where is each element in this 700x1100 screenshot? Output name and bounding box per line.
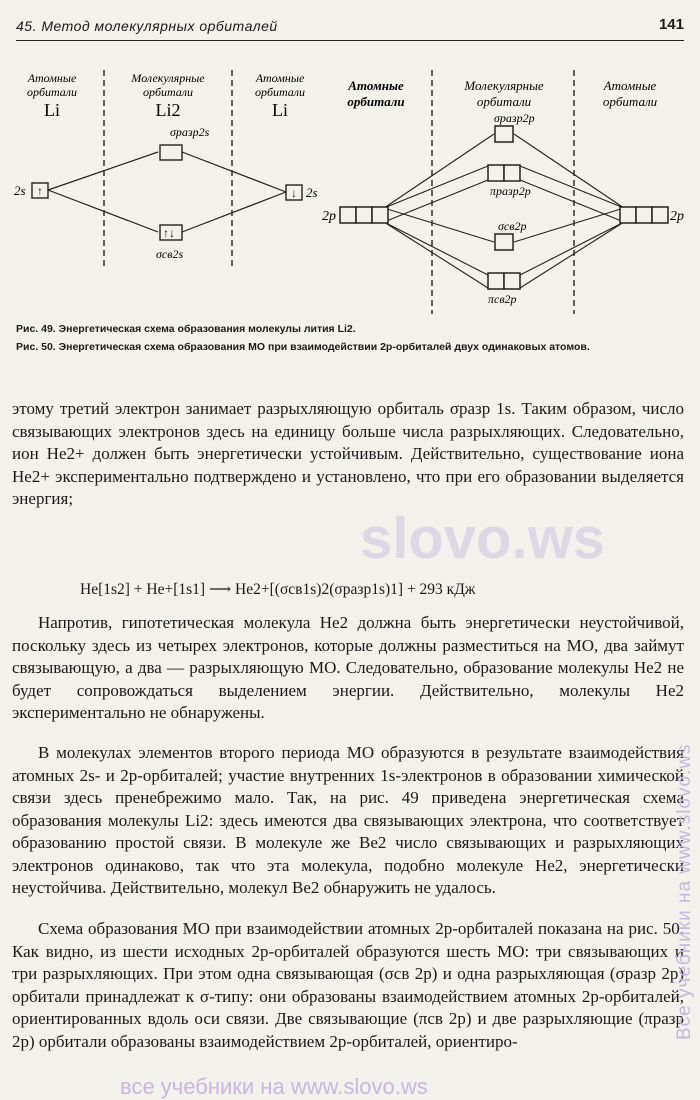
fig49-col2-li2: Li2 — [155, 100, 181, 120]
paragraph-3-text: В молекулах элементов второго периода МО образуются в результате взаимодействия атомных 2s- и 2p-орбиталей; участие внутренних 1s-электронов в образовании химической связи здесь пренебрежимо мало. Так, на рис. 49 приведена энергетическая схема образования молекулы Li2: здесь имеются два связывающих электрона, что соответствует образованию простой связи. В молекуле же Be2 число связывающих и разрыхляющих электронов одинаково, так что эта молекула, подобно молекуле He2, энергетически неустойчива. Действительно, молекул Be2 обнаружить не удалось. — [12, 743, 684, 897]
watermark-side: Все учебники на www.slovo.ws — [674, 743, 695, 1040]
fig50-ao-right-box-1 — [620, 207, 636, 223]
fig50-col2-line2: орбитали — [476, 94, 532, 109]
fig50-ao-left-box-1 — [340, 207, 356, 223]
fig49-electron-right: ↓ — [291, 186, 297, 200]
fig49-mo-antibonding-box — [160, 145, 182, 160]
fig50-col2-line1: Молекулярные — [464, 78, 544, 93]
fig50-ao-right-box-2 — [636, 207, 652, 223]
fig49-ao-right-label: 2s — [306, 185, 318, 200]
fig49-mo-top-label: σразр2s — [170, 125, 210, 139]
figure-49-li2-diagram — [10, 62, 332, 272]
fig49-ao-left-label: 2s — [14, 183, 26, 198]
fig49-col3-li: Li — [272, 100, 288, 120]
fig50-col1-line1: Атомные — [348, 78, 404, 93]
fig50-sigma-antibonding-box — [495, 126, 513, 142]
watermark-bottom: все учебники на www.slovo.ws — [120, 1074, 428, 1099]
paragraph-1-text: этому третий электрон занимает разрыхляющую орбиталь σразр 1s. Таким образом, число связывающих электронов здесь на единицу больше числа разрыхляющих. Следовательно, ион He2+ должен быть энергетически устойчивым. Действительно, существование иона He2+ экспериментально подтверждено и установлено, что при его образовании выделяется энергия; — [12, 399, 684, 508]
fig49-col2-line1: Молекулярные — [131, 71, 205, 85]
page-header — [16, 14, 684, 41]
paragraph-2-text: Напротив, гипотетическая молекула He2 должна быть энергетически неустойчивой, поскольку здесь из четырех электронов, которые должны разместиться на МО, два займут связывающую, а два — разрыхляющую МО. Следовательно, образование молекулы He2 не будет сопровождаться выделением энергии. Действительно, молекулы He2 экспериментально не обнаружены. — [12, 613, 684, 722]
fig50-ao-left-box-3 — [372, 207, 388, 223]
paragraph-3 — [12, 742, 684, 900]
fig50-ao-left-box-2 — [356, 207, 372, 223]
fig49-col3-line2: орбитали — [254, 85, 306, 99]
fig50-ao-right-box-3 — [652, 207, 668, 223]
fig50-pi-bonding-box-2 — [504, 273, 520, 289]
paragraph-1 — [12, 398, 684, 511]
fig50-col1-line2: орбитали — [347, 94, 405, 109]
fig49-mo-bottom-label: σсв2s — [156, 247, 184, 261]
running-title: 45. Метод молекулярных орбиталей — [16, 18, 278, 34]
equation-he2-plus: He[1s2] + He+[1s1] ⟶ He2+[(σсв1s)2(σразр1s)1] + 293 кДж — [80, 581, 476, 598]
fig49-col1-li: Li — [44, 100, 60, 120]
caption-fig49: Рис. 49. Энергетическая схема образования молекулы лития Li2. — [16, 323, 356, 335]
fig50-ao-right-label: 2p — [670, 209, 684, 224]
fig49-col1-line2: орбитали — [26, 85, 78, 99]
fig49-electron-pair: ↑↓ — [163, 226, 175, 240]
fig50-pi-bonding-box-1 — [488, 273, 504, 289]
paragraph-4-text: Схема образования МО при взаимодействии атомных 2p-орбиталей показана на рис. 50. Как видно, из шести исходных 2p-орбиталей образуются шесть МО: три связывающих и три разрыхляющих. При этом одна связывающая (σсв 2p) и одна разрыхляющая (σразр 2p) орбитали принадлежат к σ-типу: они образованы взаимодействием атомных 2p-орбиталей, ориентированных вдоль оси связи. Две связывающие (πсв 2p) и две разрыхляющие (πразр 2p) орбитали образованы взаимодействием 2p-орбиталей, ориентиро- — [12, 919, 684, 1051]
fig50-ao-left-label: 2p — [322, 209, 336, 224]
fig49-col2-line2: орбитали — [142, 85, 194, 99]
fig49-col3-line1: Атомные — [255, 71, 305, 85]
page-number: 141 — [658, 16, 684, 33]
fig50-sigma-bonding-box — [495, 234, 513, 250]
fig49-col1-line1: Атомные — [27, 71, 77, 85]
caption-fig50: Рис. 50. Энергетическая схема образования МО при взаимодействии 2p-орбиталей двух одинаковых атомов. — [16, 341, 590, 353]
fig50-label-pi-bonding: πсв2p — [488, 292, 517, 306]
watermark-center: slovo.ws — [360, 506, 605, 571]
fig50-label-sigma-antibonding: σразр2p — [494, 111, 535, 125]
fig50-pi-antibonding-box-1 — [488, 165, 504, 181]
fig50-label-sigma-bonding: σсв2p — [498, 219, 527, 233]
figure-50-2p-diagram — [318, 62, 690, 322]
paragraph-2 — [12, 612, 684, 725]
fig50-col3-line2: орбитали — [602, 94, 658, 109]
paragraph-4 — [12, 918, 684, 1053]
fig50-pi-antibonding-box-2 — [504, 165, 520, 181]
fig50-col3-line1: Атомные — [603, 78, 657, 93]
fig50-label-pi-antibonding: πразр2p — [490, 184, 531, 198]
fig49-electron-left: ↑ — [37, 184, 43, 198]
